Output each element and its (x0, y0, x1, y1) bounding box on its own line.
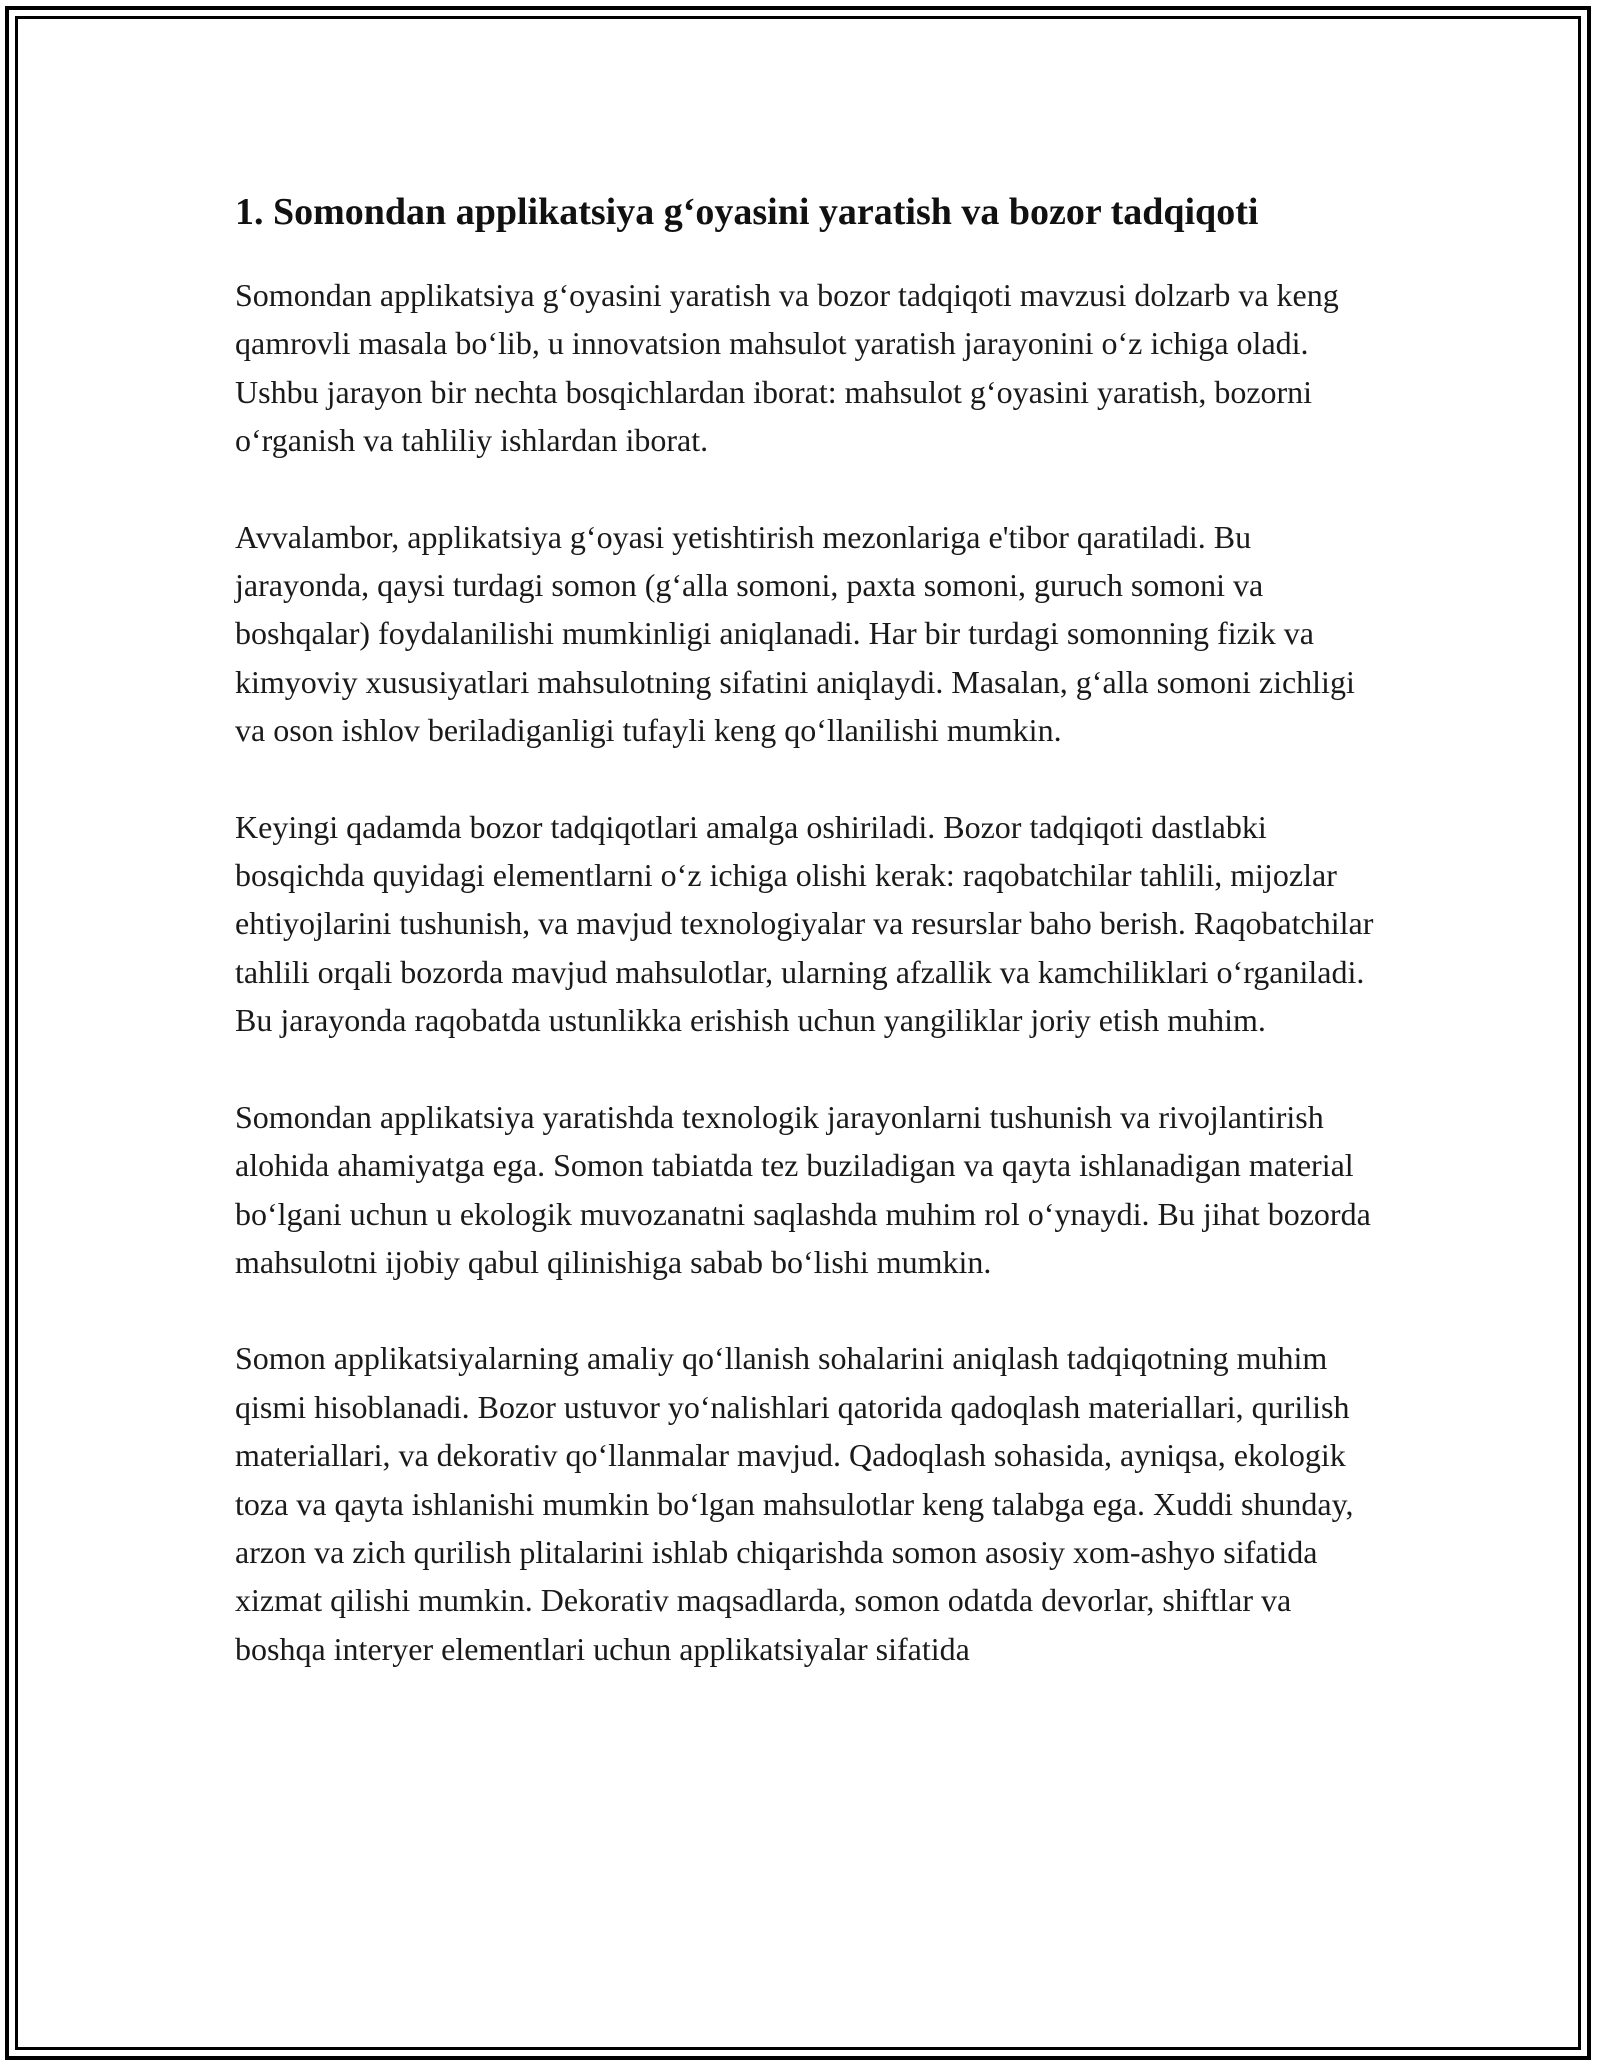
paragraph-applications: Somon applikatsiyalarning amaliy qo‘llanish sohalarini aniqlash tadqiqotning muhim qismi hisoblanadi. Bozor ustuvor yo‘nalishlari qatorida qadoqlash materiallari, qurilish materiallari, va dekorativ qo‘llanmalar mavjud. Qadoqlash sohasida, ayniqsa, ekologik toza va qayta ishlanishi mumkin bo‘lgan mahsulotlar keng talabga ega. Xuddi shunday, arzon va zich qurilish plitalarini ishlab chiqarishda somon asosiy xom-ashyo sifatida xizmat qilishi mumkin. Dekorativ maqsadlarda, somon odatda devorlar, shiftlar va boshqa interyer elementlari uchun applikatsiyalar sifatida (235, 1340, 1354, 1667)
paragraph-intro: Somondan applikatsiya g‘oyasini yaratish va bozor tadqiqoti mavzusi dolzarb va keng qamrovli masala bo‘lib, u innovatsion mahsulot yaratish jarayonini o‘z ichiga oladi. Ushbu jarayon bir nechta bosqichlardan iborat: mahsulot g‘oyasini yaratish, bozorni o‘rganish va tahliliy ishlardan iborat. (235, 277, 1339, 459)
paragraph-market-research: Keyingi qadamda bozor tadqiqotlari amalga oshiriladi. Bozor tadqiqoti dastlabki bosqichda quyidagi elementlarni o‘z ichiga olishi kerak: raqobatchilar tahlili, mijozlar ehtiyojlarini tushunish, va mavjud texnologiyalar va resurslar baho berish. Raqobatchilar tahlili orqali bozorda mavjud mahsulotlar, ularning afzallik va kamchiliklari o‘rganiladi. Bu jarayonda raqobatda ustunlikka erishish uchun yangiliklar joriy etish muhim. (235, 808, 1374, 1039)
paragraph-technology: Somondan applikatsiya yaratishda texnologik jarayonlarni tushunish va rivojlantirish alohida ahamiyatga ega. Somon tabiatda tez buziladigan va qayta ishlanadigan material bo‘lgani uchun u ekologik muvozanatni saqlashda muhim rol o‘ynaydi. Bu jihat bozorda mahsulotni ijobiy qabul qilinishiga sabab bo‘lishi mumkin. (235, 1098, 1371, 1280)
paragraph-idea-criteria: Avvalambor, applikatsiya g‘oyasi yetishtirish mezonlariga e'tibor qaratiladi. Bu jarayonda, qaysi turdagi somon (g‘alla somoni, paxta somoni, guruch somoni va boshqalar) foydalanilishi mumkinligi aniqlanadi. Har bir turdagi somonning fizik va kimyoviy xususiyatlari mahsulotning sifatini aniqlaydi. Masalan, g‘alla somoni zichligi va oson ishlov beriladiganligi tufayli keng qo‘llanilishi mumkin. (235, 518, 1355, 749)
section-heading: 1. Somondan applikatsiya g‘oyasini yaratish va bozor tadqiqoti (235, 191, 1259, 233)
document-body (235, 186, 1385, 1721)
